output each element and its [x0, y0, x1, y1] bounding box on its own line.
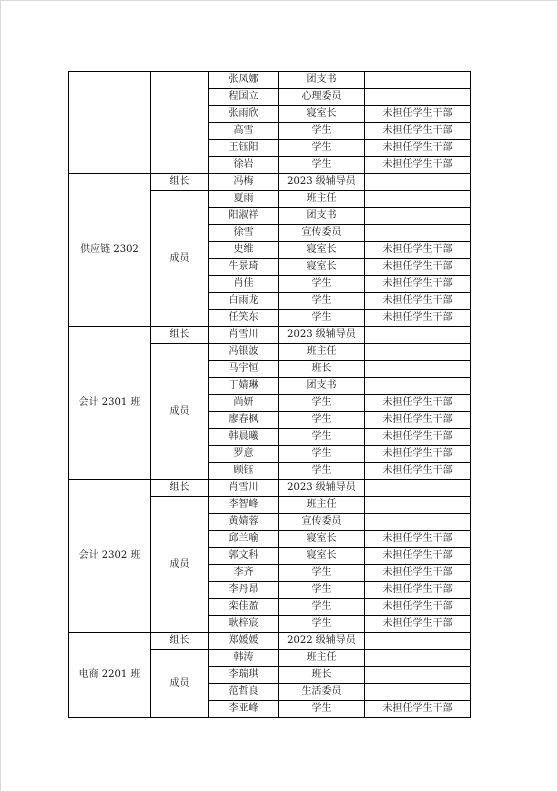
note-cell: 未担任学生干部 — [365, 395, 471, 412]
note-cell — [365, 225, 471, 242]
role-cell: 班主任 — [279, 344, 365, 361]
note-cell: 未担任学生干部 — [365, 616, 471, 633]
note-cell — [365, 667, 471, 684]
role-cell: 学生 — [279, 412, 365, 429]
name-cell: 耿梓宸 — [209, 616, 279, 633]
role-cell: 班主任 — [279, 191, 365, 208]
group-label-cell: 组长 — [151, 174, 209, 191]
role-cell: 宣传委员 — [279, 514, 365, 531]
name-cell: 徐雪 — [209, 225, 279, 242]
role-cell: 学生 — [279, 565, 365, 582]
name-cell: 肖雪川 — [209, 480, 279, 497]
role-cell: 学生 — [279, 123, 365, 140]
name-cell: 张凤娜 — [209, 72, 279, 89]
note-cell — [365, 480, 471, 497]
name-cell: 肖雪川 — [209, 327, 279, 344]
group-label-cell: 组长 — [151, 480, 209, 497]
role-cell: 心理委员 — [279, 89, 365, 106]
role-cell: 学生 — [279, 446, 365, 463]
role-cell: 2023 级辅导员 — [279, 174, 365, 191]
class-name-cell: 供应链 2302 — [69, 174, 151, 327]
note-cell: 未担任学生干部 — [365, 412, 471, 429]
roster-body — [69, 72, 471, 718]
note-cell: 未担任学生干部 — [365, 276, 471, 293]
role-cell: 寝室长 — [279, 242, 365, 259]
name-cell: 顾钰 — [209, 463, 279, 480]
table-row — [69, 72, 471, 89]
note-cell: 未担任学生干部 — [365, 242, 471, 259]
name-cell: 程国立 — [209, 89, 279, 106]
group-label-cell: 组长 — [151, 633, 209, 650]
note-cell — [365, 514, 471, 531]
role-cell: 学生 — [279, 276, 365, 293]
role-cell: 宣传委员 — [279, 225, 365, 242]
note-cell: 未担任学生干部 — [365, 259, 471, 276]
role-cell: 寝室长 — [279, 259, 365, 276]
role-cell: 学生 — [279, 140, 365, 157]
name-cell: 丁婧琳 — [209, 378, 279, 395]
name-cell: 冯银波 — [209, 344, 279, 361]
group-label-cell: 成员 — [151, 650, 209, 718]
note-cell — [365, 684, 471, 701]
note-cell: 未担任学生干部 — [365, 106, 471, 123]
role-cell: 团支书 — [279, 378, 365, 395]
note-cell — [365, 650, 471, 667]
role-cell: 班长 — [279, 667, 365, 684]
note-cell: 未担任学生干部 — [365, 123, 471, 140]
note-cell: 未担任学生干部 — [365, 548, 471, 565]
role-cell: 2023 级辅导员 — [279, 327, 365, 344]
role-cell: 团支书 — [279, 72, 365, 89]
name-cell: 任笑东 — [209, 310, 279, 327]
role-cell: 学生 — [279, 616, 365, 633]
class-name-cell: 会计 2301 班 — [69, 327, 151, 480]
name-cell: 栾佳盈 — [209, 599, 279, 616]
name-cell: 肖佳 — [209, 276, 279, 293]
note-cell: 未担任学生干部 — [365, 429, 471, 446]
role-cell: 学生 — [279, 463, 365, 480]
note-cell — [365, 191, 471, 208]
group-label-cell: 成员 — [151, 191, 209, 327]
name-cell: 李亚峰 — [209, 701, 279, 718]
role-cell: 班主任 — [279, 497, 365, 514]
role-cell: 学生 — [279, 429, 365, 446]
name-cell: 王钰阳 — [209, 140, 279, 157]
note-cell: 未担任学生干部 — [365, 531, 471, 548]
name-cell: 韩晨曦 — [209, 429, 279, 446]
table-row — [69, 327, 471, 344]
note-cell — [365, 208, 471, 225]
name-cell: 李齐 — [209, 565, 279, 582]
role-cell: 寝室长 — [279, 548, 365, 565]
group-label-cell: 组长 — [151, 327, 209, 344]
note-cell: 未担任学生干部 — [365, 599, 471, 616]
note-cell: 未担任学生干部 — [365, 582, 471, 599]
name-cell: 罗意 — [209, 446, 279, 463]
role-cell: 学生 — [279, 582, 365, 599]
name-cell: 李智峰 — [209, 497, 279, 514]
name-cell: 韩涛 — [209, 650, 279, 667]
note-cell — [365, 89, 471, 106]
note-cell — [365, 72, 471, 89]
note-cell: 未担任学生干部 — [365, 293, 471, 310]
class-name-cell: 会计 2302 班 — [69, 480, 151, 633]
name-cell: 尚妍 — [209, 395, 279, 412]
table-row — [69, 480, 471, 497]
group-label-cell — [151, 72, 209, 174]
name-cell: 张雨欣 — [209, 106, 279, 123]
name-cell: 夏雨 — [209, 191, 279, 208]
note-cell: 未担任学生干部 — [365, 446, 471, 463]
name-cell: 高雪 — [209, 123, 279, 140]
role-cell: 团支书 — [279, 208, 365, 225]
note-cell — [365, 378, 471, 395]
name-cell: 李瑞琪 — [209, 667, 279, 684]
role-cell: 学生 — [279, 310, 365, 327]
note-cell — [365, 344, 471, 361]
role-cell: 寝室长 — [279, 106, 365, 123]
table-row — [69, 174, 471, 191]
role-cell: 寝室长 — [279, 531, 365, 548]
name-cell: 黄婧蓉 — [209, 514, 279, 531]
note-cell: 未担任学生干部 — [365, 565, 471, 582]
note-cell — [365, 497, 471, 514]
note-cell — [365, 327, 471, 344]
role-cell: 班长 — [279, 361, 365, 378]
role-cell: 学生 — [279, 293, 365, 310]
name-cell: 郭文科 — [209, 548, 279, 565]
name-cell: 邱兰喻 — [209, 531, 279, 548]
name-cell: 阳淑祥 — [209, 208, 279, 225]
group-label-cell: 成员 — [151, 497, 209, 633]
note-cell: 未担任学生干部 — [365, 157, 471, 174]
name-cell: 徐岩 — [209, 157, 279, 174]
roster-table — [68, 71, 471, 718]
role-cell: 学生 — [279, 599, 365, 616]
note-cell — [365, 361, 471, 378]
name-cell: 范哲良 — [209, 684, 279, 701]
role-cell: 2022 级辅导员 — [279, 633, 365, 650]
role-cell: 2023 级辅导员 — [279, 480, 365, 497]
note-cell — [365, 633, 471, 650]
name-cell: 史维 — [209, 242, 279, 259]
role-cell: 班主任 — [279, 650, 365, 667]
note-cell: 未担任学生干部 — [365, 463, 471, 480]
note-cell: 未担任学生干部 — [365, 140, 471, 157]
role-cell: 生活委员 — [279, 684, 365, 701]
name-cell: 廖春枫 — [209, 412, 279, 429]
name-cell: 牛景琦 — [209, 259, 279, 276]
role-cell: 学生 — [279, 157, 365, 174]
table-row — [69, 633, 471, 650]
note-cell: 未担任学生干部 — [365, 310, 471, 327]
role-cell: 学生 — [279, 701, 365, 718]
name-cell: 冯梅 — [209, 174, 279, 191]
note-cell: 未担任学生干部 — [365, 701, 471, 718]
name-cell: 李丹昂 — [209, 582, 279, 599]
name-cell: 白雨龙 — [209, 293, 279, 310]
class-name-cell: 电商 2201 班 — [69, 633, 151, 718]
name-cell: 郑媛媛 — [209, 633, 279, 650]
note-cell — [365, 174, 471, 191]
name-cell: 马宇恒 — [209, 361, 279, 378]
group-label-cell: 成员 — [151, 344, 209, 480]
role-cell: 学生 — [279, 395, 365, 412]
class-name-cell — [69, 72, 151, 174]
